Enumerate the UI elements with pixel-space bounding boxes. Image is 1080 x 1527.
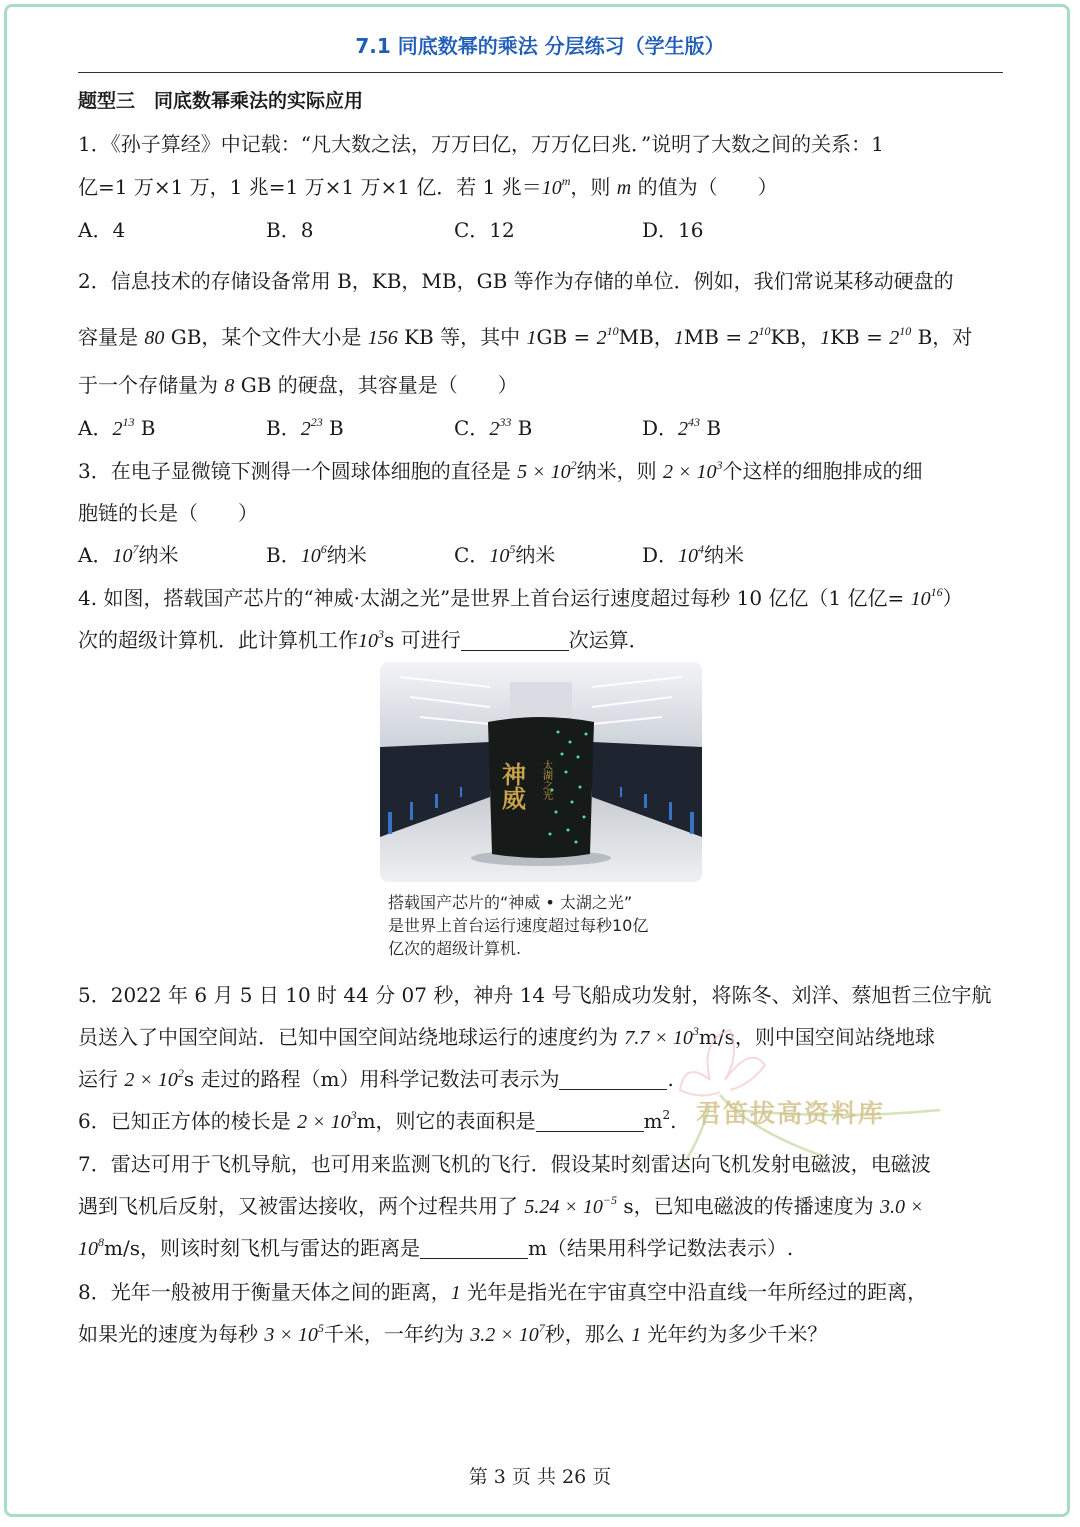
section-title: 题型三 同底数幂乘法的实际应用: [78, 90, 364, 112]
q4-answer-blank[interactable]: [461, 630, 569, 651]
figure-caption: 搭载国产芯片的“神威 • 太湖之光” 是世界上首台运行速度超过每秒10亿 亿次的超级计算机.: [388, 893, 649, 958]
q3-option-d: D．$10^4$纳米: [642, 542, 745, 567]
q4-line-2: 次的超级计算机．此计算机工作$10^3s$ 可进行 次运算．: [78, 627, 649, 652]
q5-line-1: 5．2022 年 6 月 5 日 10 时 44 分 07 秒，神舟 14 号飞船成功发射，将陈冬、刘洋、蔡旭哲三位宇航: [78, 983, 992, 1007]
supercomputer-photo: [380, 662, 702, 882]
q6-line: 6．已知正方体的棱长是 $2 \times 10^3m$，则它的表面积是 $m^2$.: [78, 1108, 677, 1133]
q1-option-a: A．4: [78, 218, 126, 242]
q2-line-2: 容量是 80 GB，某个文件大小是 156 KB 等，其中 $1GB = 2^{10}MB$，$1MB = 2^{10}KB$，$1KB = 2^{10}$ B，对: [78, 324, 973, 349]
q2-option-a: A．$2^{13}$ B: [78, 415, 156, 440]
page-title: 7.1 同底数幂的乘法 分层练习（学生版）: [355, 34, 725, 58]
watermark-text: 君笛拔高资料库: [696, 1099, 886, 1128]
header-divider: [78, 72, 1003, 73]
q8-line-1: 8．光年一般被用于衡量天体之间的距离，1 光年是指光在宇宙真空中沿直线一年所经过的距离，: [78, 1280, 928, 1304]
q6-answer-blank[interactable]: [536, 1111, 644, 1132]
q1-line-2: 亿=1 万×1 万，1 兆=1 万×1 万×1 亿．若 1 兆$=10^m$，则 m 的值为（ ）: [78, 174, 778, 199]
q3-option-c: C．$10^5$纳米: [454, 542, 556, 567]
q7-line-1: 7．雷达可用于飞机导航，也可用来监测飞机的飞行．假设某时刻雷达向飞机发射电磁波，电磁波: [78, 1152, 931, 1176]
q1-option-b: B．8: [266, 218, 314, 242]
q3-option-a: A．$10^7$纳米: [78, 542, 179, 567]
photo-label-small: 太湖之光: [540, 760, 552, 800]
q8-line-2: 如果光的速度为每秒 $3 \times 10^5$千米，一年约为 $3.2 \times 10^7$秒，那么 1 光年约为多少千米？: [78, 1321, 828, 1346]
q2-option-b: B．$2^{23}$ B: [266, 415, 344, 440]
q1-option-d: D．16: [642, 218, 704, 242]
q7-answer-blank[interactable]: [420, 1238, 528, 1259]
q2-line-1: 2．信息技术的存储设备常用 B，KB，MB，GB 等作为存储的单位．例如，我们常说某移动硬盘的: [78, 269, 954, 293]
photo-label-big: 神威: [497, 762, 527, 810]
q5-line-2: 员送入了中国空间站．已知中国空间站绕地球运行的速度约为 $7.7 \times 10^3m/s$，则中国空间站绕地球: [78, 1024, 935, 1049]
q5-line-3: 运行 $2 \times 10^2s$ 走过的路程（m）用科学记数法可表示为 .: [78, 1066, 674, 1091]
q7-line-2: 遇到飞机后反射，又被雷达接收，两个过程共用了 $5.24 \times 10^{-5}$ s，已知电磁波的传播速度为 3.0 ×: [78, 1193, 924, 1218]
q3-line-2: 胞链的长是（ ）: [78, 501, 258, 525]
q4-line-1: 4. 如图，搭载国产芯片的“神威·太湖之光”是世界上首台运行速度超过每秒 10 亿亿（1 亿亿= $10^{16}$）: [78, 585, 963, 610]
q3-option-b: B．$10^6$纳米: [266, 542, 367, 567]
q2-line-3: 于一个存储量为 8 GB 的硬盘，其容量是（ ）: [78, 373, 518, 397]
q1-option-c: C．12: [454, 218, 515, 242]
q7-line-3: $10^8m/s$，则该时刻飞机与雷达的距离是 m（结果用科学记数法表示）.: [78, 1235, 794, 1260]
q2-option-d: D．$2^{43}$ B: [642, 415, 722, 440]
q2-option-c: C．$2^{33}$ B: [454, 415, 533, 440]
q1-line-1: 1．《孙子算经》中记载：“凡大数之法，万万曰亿，万万亿曰兆．”说明了大数之间的关系：1: [78, 132, 884, 156]
page-footer: 第 3 页 共 26 页: [468, 1466, 612, 1488]
q3-line-1: 3．在电子显微镜下测得一个圆球体细胞的直径是 $5 \times 10^2$纳米，则 $2 \times 10^3$个这样的细胞排成的细: [78, 458, 923, 483]
